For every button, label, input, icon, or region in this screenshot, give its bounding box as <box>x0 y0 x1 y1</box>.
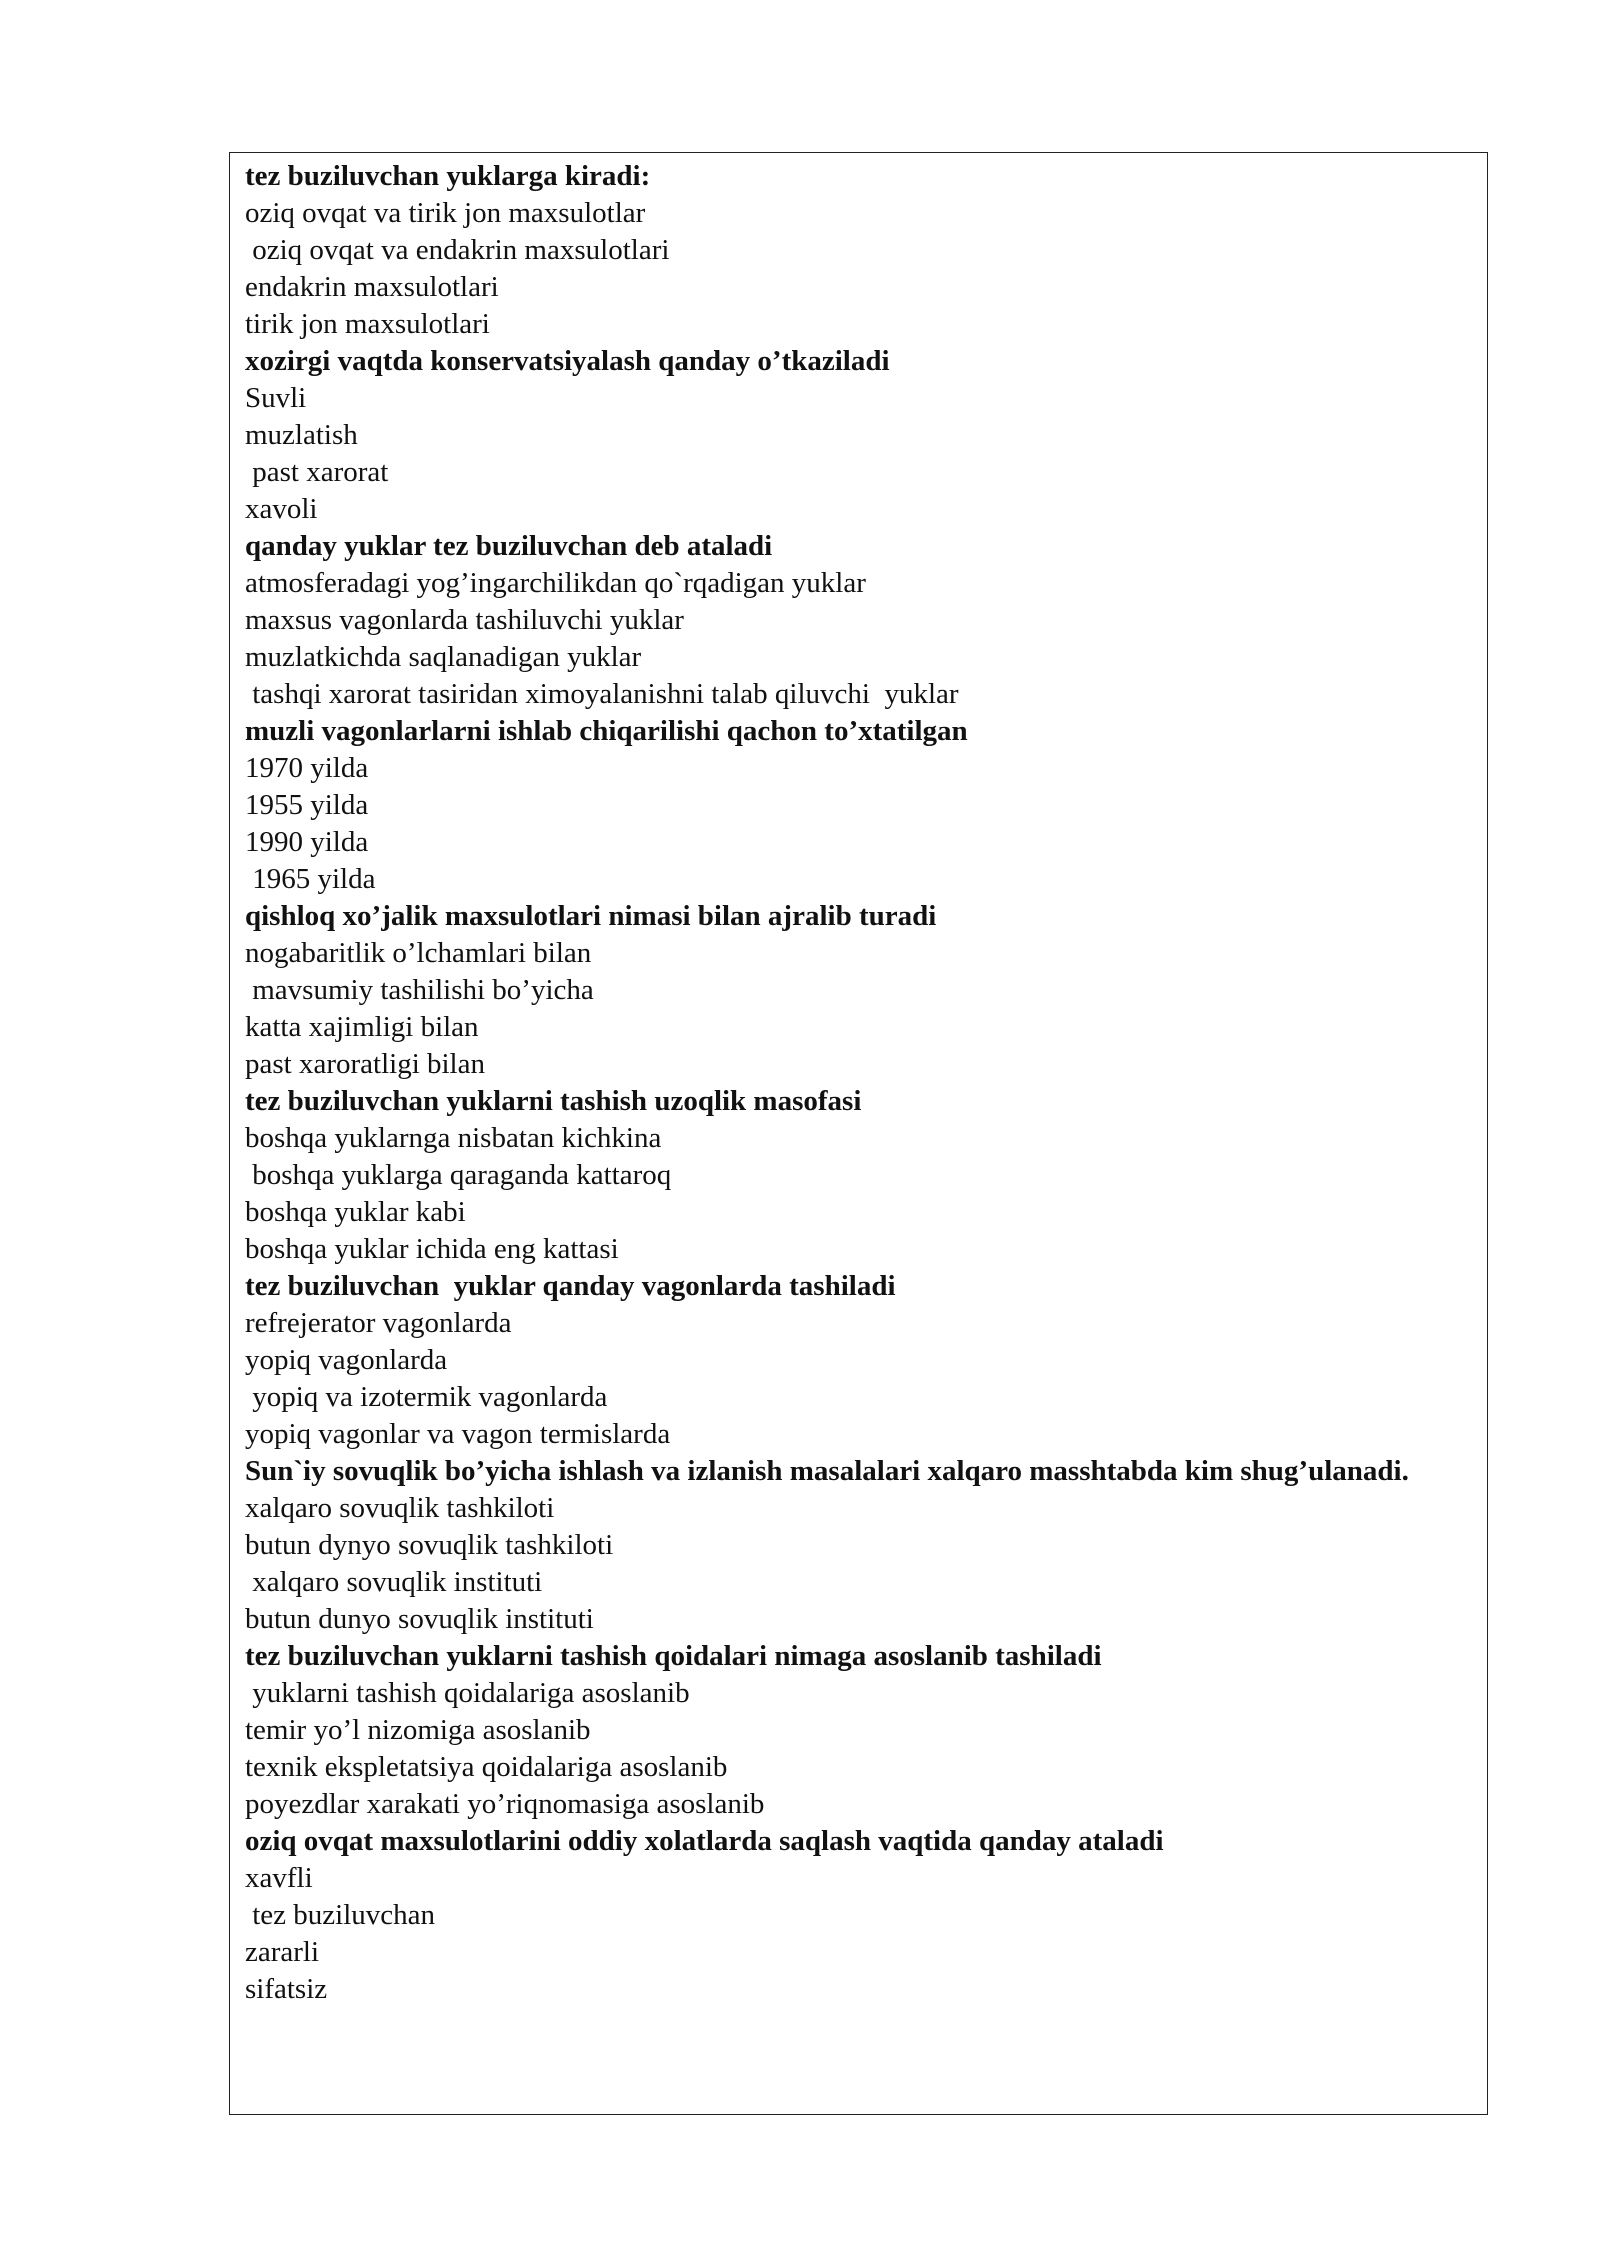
question-text: tez buziluvchan yuklarni tashish uzoqlik masofasi <box>245 1085 862 1117</box>
answer-option: Suvli <box>245 382 307 414</box>
answer-option: nogabaritlik o’lchamlari bilan <box>245 937 592 969</box>
question-block <box>245 1638 1455 1823</box>
answer-option: texnik ekspletatsiya qoidalariga asoslanib <box>245 1751 728 1783</box>
answer-option: maxsus vagonlarda tashiluvchi yuklar <box>245 604 684 636</box>
answer-option: xavfli <box>245 1862 313 1894</box>
question-table-cell <box>229 152 1488 2115</box>
answer-option: butun dynyo sovuqlik tashkiloti <box>245 1529 614 1561</box>
answer-option: yopiq vagonlarda <box>245 1344 448 1376</box>
answer-option: past xarorat <box>245 456 389 488</box>
question-text: qanday yuklar tez buziluvchan deb ataladi <box>245 530 773 562</box>
answer-option: 1955 yilda <box>245 789 369 821</box>
answer-option: yopiq va izotermik vagonlarda <box>245 1381 608 1413</box>
answer-option: 1990 yilda <box>245 826 369 858</box>
answer-option: tashqi xarorat tasiridan ximoyalanishni talab qiluvchi yuklar <box>245 678 959 710</box>
answer-option: oziq ovqat va tirik jon maxsulotlar <box>245 197 646 229</box>
answer-option: oziq ovqat va endakrin maxsulotlari <box>245 234 670 266</box>
answer-option: muzlatish <box>245 419 358 451</box>
answer-option: refrejerator vagonlarda <box>245 1307 512 1339</box>
question-text: qishloq xo’jalik maxsulotlari nimasi bilan ajralib turadi <box>245 900 937 932</box>
question-block <box>245 713 1455 898</box>
question-block <box>245 1083 1455 1268</box>
question-text: tez buziluvchan yuklarga kiradi: <box>245 160 651 192</box>
answer-option: xavoli <box>245 493 318 525</box>
question-block <box>245 158 1455 343</box>
answer-option: sifatsiz <box>245 1973 328 2005</box>
answer-option: boshqa yuklarga qaraganda kattaroq <box>245 1159 672 1191</box>
answer-option: 1965 yilda <box>245 863 376 895</box>
answer-option: past xaroratligi bilan <box>245 1048 485 1080</box>
question-block <box>245 898 1455 1083</box>
question-text: tez buziluvchan yuklar qanday vagonlarda tashiladi <box>245 1270 896 1302</box>
answer-option: atmosferadagi yog’ingarchilikdan qo`rqadigan yuklar <box>245 567 866 599</box>
answer-option: xalqaro sovuqlik tashkiloti <box>245 1492 555 1524</box>
answer-option: yuklarni tashish qoidalariga asoslanib <box>245 1677 690 1709</box>
question-block <box>245 1268 1455 1453</box>
answer-option: butun dunyo sovuqlik instituti <box>245 1603 594 1635</box>
question-list <box>245 158 1455 2008</box>
question-text: tez buziluvchan yuklarni tashish qoidalari nimaga asoslanib tashiladi <box>245 1640 1102 1672</box>
question-text: oziq ovqat maxsulotlarini oddiy xolatlarda saqlash vaqtida qanday ataladi <box>245 1825 1164 1857</box>
answer-option: boshqa yuklarnga nisbatan kichkina <box>245 1122 662 1154</box>
question-block <box>245 528 1455 713</box>
question-block <box>245 343 1455 528</box>
answer-option: xalqaro sovuqlik instituti <box>245 1566 543 1598</box>
answer-option: boshqa yuklar ichida eng kattasi <box>245 1233 619 1265</box>
question-block <box>245 1453 1455 1638</box>
answer-option: endakrin maxsulotlari <box>245 271 499 303</box>
answer-option: temir yo’l nizomiga asoslanib <box>245 1714 591 1746</box>
answer-option: katta xajimligi bilan <box>245 1011 479 1043</box>
answer-option: 1970 yilda <box>245 752 369 784</box>
answer-option: tirik jon maxsulotlari <box>245 308 490 340</box>
answer-option: muzlatkichda saqlanadigan yuklar <box>245 641 642 673</box>
answer-option: yopiq vagonlar va vagon termislarda <box>245 1418 671 1450</box>
answer-option: tez buziluvchan <box>245 1899 436 1931</box>
question-text: xozirgi vaqtda konservatsiyalash qanday o’tkaziladi <box>245 345 890 377</box>
answer-option: zararli <box>245 1936 320 1968</box>
question-block <box>245 1823 1455 2008</box>
question-text: Sun`iy sovuqlik bo’yicha ishlash va izlanish masalalari xalqaro masshtabda kim shug’ulanadi. <box>245 1455 1409 1487</box>
answer-option: mavsumiy tashilishi bo’yicha <box>245 974 594 1006</box>
answer-option: poyezdlar xarakati yo’riqnomasiga asoslanib <box>245 1788 765 1820</box>
question-text: muzli vagonlarlarni ishlab chiqarilishi qachon to’xtatilgan <box>245 715 968 747</box>
answer-option: boshqa yuklar kabi <box>245 1196 466 1228</box>
